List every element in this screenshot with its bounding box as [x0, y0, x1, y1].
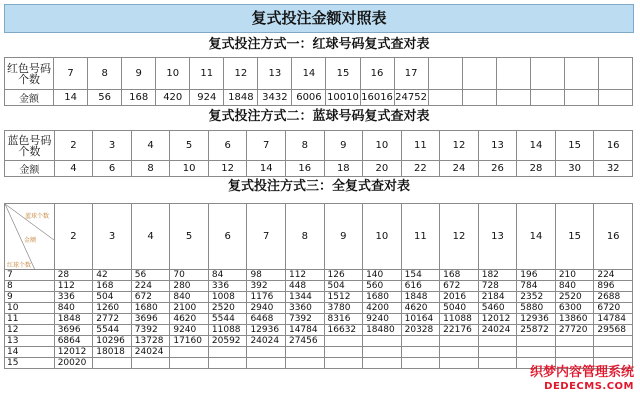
blue-count-header-cell: 9 — [324, 204, 363, 270]
amount-cell: 840 — [54, 303, 93, 314]
red-count-row-header: 7 — [5, 270, 55, 281]
table-row — [5, 292, 633, 303]
amount-cell: 728 — [478, 281, 517, 292]
blue-amount-cell: 20 — [363, 161, 402, 177]
amount-cell: 18480 — [363, 325, 402, 336]
amount-cell: 140 — [363, 270, 402, 281]
blue-count-cell: 16 — [594, 131, 633, 161]
amount-cell: 2184 — [478, 292, 517, 303]
amount-cell: 784 — [517, 281, 556, 292]
table-row — [5, 336, 633, 347]
amount-cell: 1344 — [285, 292, 324, 303]
amount-cell: 112 — [285, 270, 324, 281]
red-amount-row — [5, 90, 633, 106]
red-count-cell: 11 — [190, 58, 224, 90]
amount-cell: 2940 — [247, 303, 286, 314]
red-amount-cell: 16016 — [360, 90, 394, 106]
amount-cell: 672 — [440, 281, 479, 292]
blue-count-header-cell: 11 — [401, 204, 440, 270]
amount-cell — [517, 347, 556, 358]
amount-cell: 7392 — [285, 314, 324, 325]
table-corner-cell — [5, 204, 55, 270]
amount-cell: 1176 — [247, 292, 286, 303]
amount-cell: 840 — [170, 292, 209, 303]
amount-cell: 168 — [440, 270, 479, 281]
amount-cell: 280 — [170, 281, 209, 292]
amount-cell: 1260 — [93, 303, 132, 314]
amount-cell: 18018 — [93, 347, 132, 358]
red-count-cell: 8 — [88, 58, 122, 90]
red-amount-cell: 14 — [54, 90, 88, 106]
amount-cell — [478, 358, 517, 369]
red-ball-table — [4, 57, 633, 106]
amount-cell: 24024 — [131, 347, 170, 358]
red-amount-cell — [530, 90, 564, 106]
corner-red-label: 红球个数 — [7, 262, 32, 269]
red-count-row-header: 9 — [5, 292, 55, 303]
amount-cell — [324, 347, 363, 358]
blue-count-header-cell: 4 — [131, 204, 170, 270]
amount-cell: 14784 — [594, 314, 633, 325]
amount-cell: 4200 — [363, 303, 402, 314]
red-amount-cell: 24752 — [394, 90, 428, 106]
corner-amount-label: 金额 — [24, 237, 37, 244]
amount-cell: 25872 — [517, 325, 556, 336]
red-amount-cell: 56 — [88, 90, 122, 106]
amount-cell — [208, 347, 247, 358]
amount-cell: 504 — [324, 281, 363, 292]
amount-cell — [363, 336, 402, 347]
red-count-cell — [530, 58, 564, 90]
blue-count-header-cell: 15 — [555, 204, 594, 270]
amount-cell: 5040 — [440, 303, 479, 314]
table-row — [5, 303, 633, 314]
amount-cell: 12012 — [54, 347, 93, 358]
red-count-cell: 14 — [292, 58, 326, 90]
amount-cell: 84 — [208, 270, 247, 281]
amount-cell — [247, 347, 286, 358]
blue-count-header-cell: 5 — [170, 204, 209, 270]
amount-cell: 13728 — [131, 336, 170, 347]
red-count-cell: 13 — [258, 58, 292, 90]
red-count-row-header: 10 — [5, 303, 55, 314]
amount-cell — [594, 336, 633, 347]
amount-cell: 560 — [363, 281, 402, 292]
red-count-row-header: 14 — [5, 347, 55, 358]
blue-amount-cell: 28 — [517, 161, 556, 177]
amount-cell — [247, 358, 286, 369]
red-count-cell: 9 — [122, 58, 156, 90]
blue-count-cell: 14 — [517, 131, 556, 161]
amount-cell: 224 — [131, 281, 170, 292]
amount-cell: 448 — [285, 281, 324, 292]
blue-amount-cell: 8 — [131, 161, 170, 177]
blue-count-cell: 4 — [131, 131, 170, 161]
amount-cell: 29568 — [594, 325, 633, 336]
amount-cell — [131, 358, 170, 369]
blue-count-cell: 15 — [555, 131, 594, 161]
red-count-cell: 17 — [394, 58, 428, 90]
blue-count-cell: 8 — [285, 131, 324, 161]
amount-cell — [363, 358, 402, 369]
amount-cell: 6468 — [247, 314, 286, 325]
amount-cell — [170, 358, 209, 369]
blue-count-header-cell: 7 — [247, 204, 286, 270]
red-amount-cell: 168 — [122, 90, 156, 106]
blue-count-cell: 3 — [93, 131, 132, 161]
amount-cell: 56 — [131, 270, 170, 281]
blue-count-cell: 2 — [54, 131, 93, 161]
red-count-cell: 10 — [156, 58, 190, 90]
amount-cell — [324, 358, 363, 369]
amount-cell: 13860 — [555, 314, 594, 325]
amount-cell — [363, 347, 402, 358]
amount-cell — [440, 347, 479, 358]
table-row — [5, 281, 633, 292]
blue-ball-table — [4, 130, 633, 177]
blue-count-header-cell: 12 — [440, 204, 479, 270]
page-title: 复式投注金额对照表 — [4, 4, 634, 33]
amount-cell: 9240 — [170, 325, 209, 336]
amount-cell: 11088 — [208, 325, 247, 336]
red-amount-cell — [496, 90, 530, 106]
red-count-row-header: 8 — [5, 281, 55, 292]
amount-cell — [555, 336, 594, 347]
blue-count-cell: 6 — [208, 131, 247, 161]
amount-cell: 840 — [555, 281, 594, 292]
red-amount-cell: 420 — [156, 90, 190, 106]
amount-cell: 12936 — [247, 325, 286, 336]
amount-cell: 70 — [170, 270, 209, 281]
amount-cell — [555, 347, 594, 358]
red-count-cell — [496, 58, 530, 90]
table-row — [5, 314, 633, 325]
amount-cell: 4620 — [170, 314, 209, 325]
red-amount-cell: 924 — [190, 90, 224, 106]
red-amount-cell — [598, 90, 632, 106]
amount-cell: 20328 — [401, 325, 440, 336]
amount-cell: 896 — [594, 281, 633, 292]
blue-amount-cell: 22 — [401, 161, 440, 177]
amount-cell: 14784 — [285, 325, 324, 336]
amount-cell: 5880 — [517, 303, 556, 314]
amount-cell: 6864 — [54, 336, 93, 347]
amount-cell: 154 — [401, 270, 440, 281]
amount-cell: 8316 — [324, 314, 363, 325]
amount-cell: 24024 — [478, 325, 517, 336]
blue-count-header-cell: 8 — [285, 204, 324, 270]
amount-cell: 1512 — [324, 292, 363, 303]
amount-cell: 20020 — [54, 358, 93, 369]
blue-amount-cell: 32 — [594, 161, 633, 177]
amount-cell: 17160 — [170, 336, 209, 347]
amount-cell: 22176 — [440, 325, 479, 336]
blue-count-label: 蓝色号码 个数 — [5, 131, 55, 161]
watermark — [530, 366, 634, 392]
blue-count-header-row — [5, 204, 633, 270]
red-count-label: 红色号码 个数 — [5, 58, 54, 90]
full-multiple-table — [4, 203, 633, 369]
blue-count-cell: 12 — [440, 131, 479, 161]
amount-cell: 6720 — [594, 303, 633, 314]
amount-cell — [170, 347, 209, 358]
amount-cell: 196 — [517, 270, 556, 281]
red-count-cell — [462, 58, 496, 90]
red-amount-cell: 10010 — [326, 90, 360, 106]
amount-cell — [517, 336, 556, 347]
table-row — [5, 270, 633, 281]
blue-count-header-cell: 2 — [54, 204, 93, 270]
amount-cell: 12012 — [478, 314, 517, 325]
amount-cell: 2016 — [440, 292, 479, 303]
amount-cell: 24024 — [247, 336, 286, 347]
corner-blue-label: 蓝球个数 — [25, 213, 50, 220]
amount-cell: 2520 — [208, 303, 247, 314]
amount-cell: 1680 — [363, 292, 402, 303]
blue-amount-row — [5, 161, 633, 177]
blue-amount-cell: 6 — [93, 161, 132, 177]
amount-cell: 2520 — [555, 292, 594, 303]
amount-cell — [594, 347, 633, 358]
amount-cell — [93, 358, 132, 369]
amount-cell: 3696 — [131, 314, 170, 325]
watermark-line2: DEDECMS.COM — [544, 380, 634, 392]
red-amount-cell: 3432 — [258, 90, 292, 106]
amount-cell: 9240 — [363, 314, 402, 325]
blue-amount-label: 金额 — [5, 161, 55, 177]
blue-count-cell: 10 — [363, 131, 402, 161]
blue-count-cell: 9 — [324, 131, 363, 161]
red-count-cell: 15 — [326, 58, 360, 90]
amount-cell: 5460 — [478, 303, 517, 314]
amount-cell: 10296 — [93, 336, 132, 347]
table-row — [5, 325, 633, 336]
blue-count-header-cell: 16 — [594, 204, 633, 270]
amount-cell: 182 — [478, 270, 517, 281]
red-amount-label: 金额 — [5, 90, 54, 106]
red-count-row — [5, 58, 633, 90]
amount-cell: 392 — [247, 281, 286, 292]
blue-count-header-cell: 6 — [208, 204, 247, 270]
amount-cell: 672 — [131, 292, 170, 303]
blue-amount-cell: 10 — [170, 161, 209, 177]
blue-amount-cell: 4 — [54, 161, 93, 177]
amount-cell: 5544 — [93, 325, 132, 336]
amount-cell: 224 — [594, 270, 633, 281]
amount-cell: 1848 — [401, 292, 440, 303]
red-count-cell: 7 — [54, 58, 88, 90]
blue-amount-cell: 16 — [285, 161, 324, 177]
amount-cell: 1848 — [54, 314, 93, 325]
amount-cell: 2352 — [517, 292, 556, 303]
red-count-cell — [598, 58, 632, 90]
blue-amount-cell: 14 — [247, 161, 286, 177]
amount-cell: 616 — [401, 281, 440, 292]
amount-cell: 4620 — [401, 303, 440, 314]
red-count-cell: 12 — [224, 58, 258, 90]
watermark-line1: 织梦内容管理系统 — [529, 364, 634, 380]
amount-cell: 98 — [247, 270, 286, 281]
amount-cell: 28 — [54, 270, 93, 281]
section1-title: 复式投注方式一：红球号码复式查对表 — [208, 37, 430, 52]
amount-cell: 10164 — [401, 314, 440, 325]
amount-cell: 3360 — [285, 303, 324, 314]
amount-cell — [401, 347, 440, 358]
amount-cell: 336 — [208, 281, 247, 292]
amount-cell: 27456 — [285, 336, 324, 347]
amount-cell: 27720 — [555, 325, 594, 336]
red-count-cell — [428, 58, 462, 90]
amount-cell: 1008 — [208, 292, 247, 303]
amount-cell: 2100 — [170, 303, 209, 314]
red-count-cell — [564, 58, 598, 90]
amount-cell — [208, 358, 247, 369]
blue-amount-cell: 12 — [208, 161, 247, 177]
amount-cell — [401, 358, 440, 369]
amount-cell: 210 — [555, 270, 594, 281]
amount-cell: 7392 — [131, 325, 170, 336]
amount-cell — [478, 336, 517, 347]
blue-count-header-cell: 10 — [363, 204, 402, 270]
amount-cell — [324, 336, 363, 347]
section2-title: 复式投注方式二：蓝球号码复式查对表 — [208, 109, 430, 124]
amount-cell: 126 — [324, 270, 363, 281]
red-count-row-header: 15 — [5, 358, 55, 369]
red-amount-cell — [428, 90, 462, 106]
red-amount-cell — [462, 90, 496, 106]
blue-amount-cell: 26 — [478, 161, 517, 177]
blue-count-header-cell: 14 — [517, 204, 556, 270]
blue-amount-cell: 18 — [324, 161, 363, 177]
amount-cell: 5544 — [208, 314, 247, 325]
amount-cell: 112 — [54, 281, 93, 292]
amount-cell: 1680 — [131, 303, 170, 314]
red-count-cell: 16 — [360, 58, 394, 90]
amount-cell: 20592 — [208, 336, 247, 347]
amount-cell: 42 — [93, 270, 132, 281]
amount-cell: 168 — [93, 281, 132, 292]
red-amount-cell: 6006 — [292, 90, 326, 106]
amount-cell: 2772 — [93, 314, 132, 325]
amount-cell: 11088 — [440, 314, 479, 325]
section3-title: 复式投注方式三：全复式查对表 — [227, 179, 410, 194]
blue-count-row — [5, 131, 633, 161]
blue-count-cell: 11 — [401, 131, 440, 161]
amount-cell: 12936 — [517, 314, 556, 325]
blue-amount-cell: 30 — [555, 161, 594, 177]
amount-cell: 6300 — [555, 303, 594, 314]
amount-cell — [440, 358, 479, 369]
amount-cell — [285, 347, 324, 358]
red-count-row-header: 12 — [5, 325, 55, 336]
amount-cell — [478, 347, 517, 358]
amount-cell: 3696 — [54, 325, 93, 336]
blue-count-cell: 5 — [170, 131, 209, 161]
amount-cell: 504 — [93, 292, 132, 303]
red-count-row-header: 11 — [5, 314, 55, 325]
blue-amount-cell: 24 — [440, 161, 479, 177]
red-amount-cell — [564, 90, 598, 106]
amount-cell: 336 — [54, 292, 93, 303]
table-row — [5, 347, 633, 358]
amount-cell: 2688 — [594, 292, 633, 303]
blue-count-header-cell: 13 — [478, 204, 517, 270]
amount-cell — [285, 358, 324, 369]
blue-count-cell: 7 — [247, 131, 286, 161]
red-count-row-header: 13 — [5, 336, 55, 347]
amount-cell — [401, 336, 440, 347]
red-amount-cell: 1848 — [224, 90, 258, 106]
amount-cell: 16632 — [324, 325, 363, 336]
amount-cell — [440, 336, 479, 347]
blue-count-header-cell: 3 — [93, 204, 132, 270]
amount-cell: 3780 — [324, 303, 363, 314]
blue-count-cell: 13 — [478, 131, 517, 161]
